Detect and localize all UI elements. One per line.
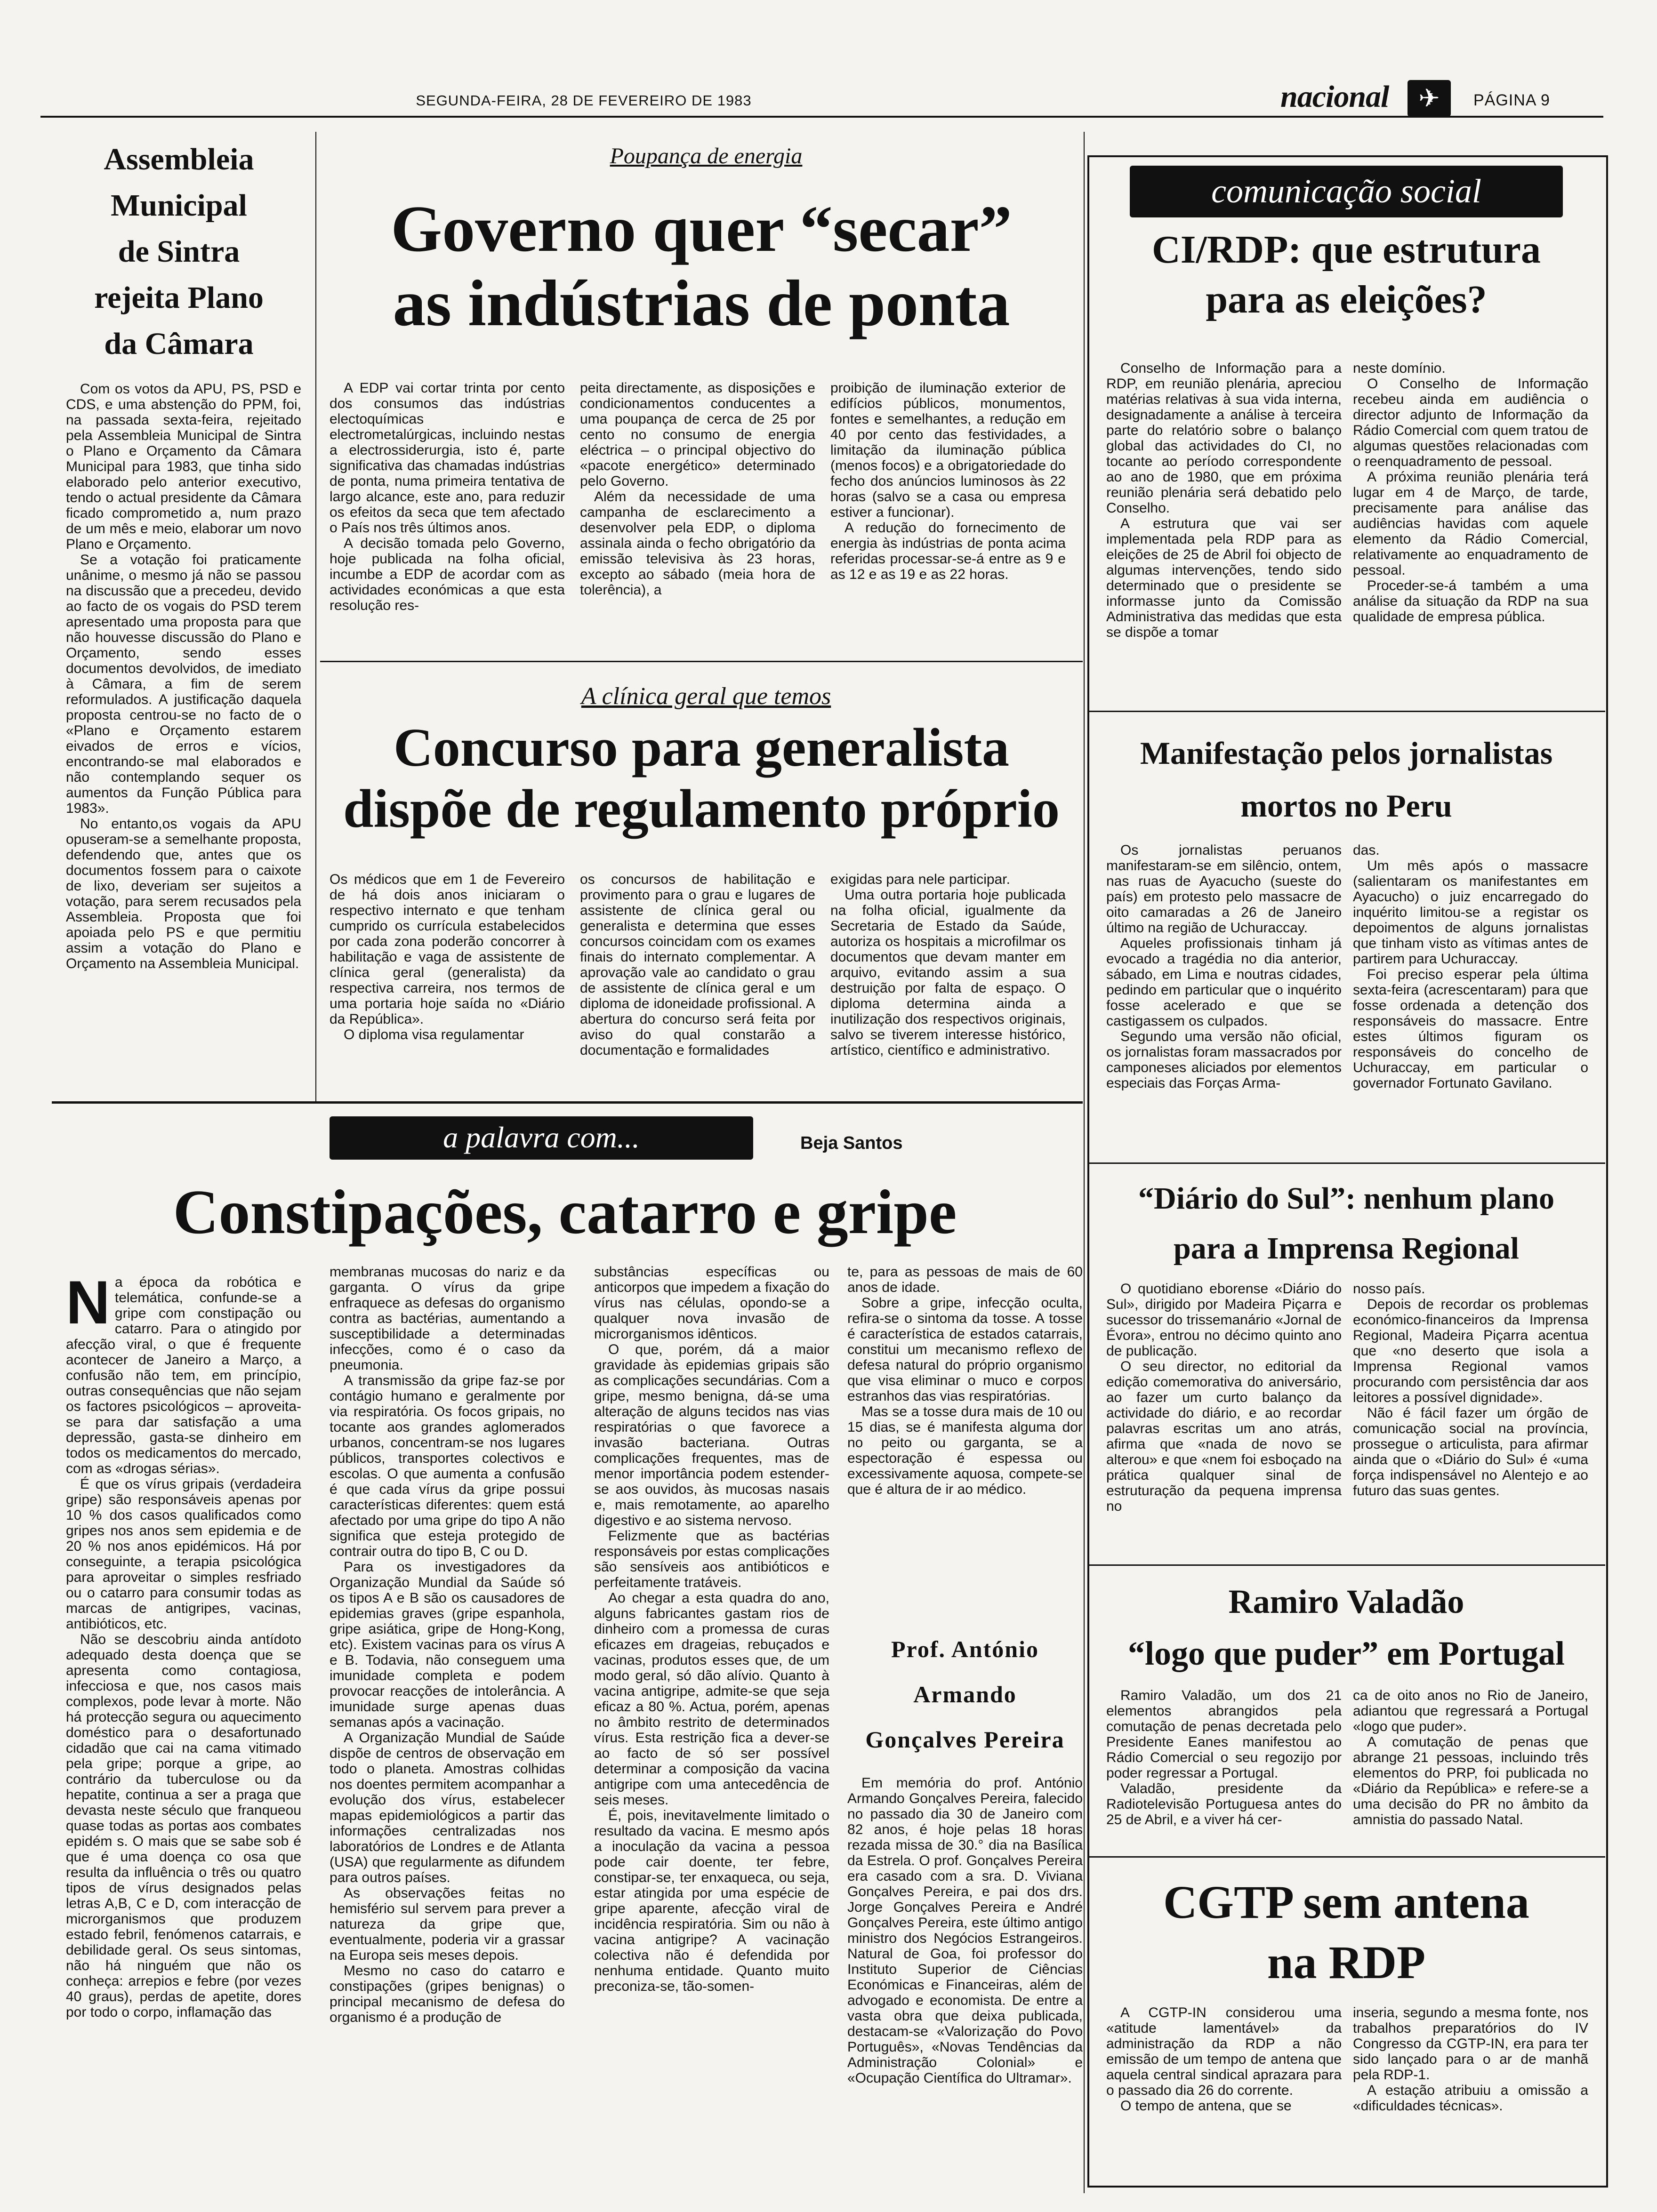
palavra-headline: Constipações, catarro e gripe [173,1177,957,1247]
brand-emblem-icon: ✈ [1408,80,1451,117]
valadao-col-2: ca de oito anos no Rio de Janeiro, adiantou que regressará a Portugal «logo que puder». A comutação de penas que abrange 21 pessoas, incluindo três elementos do PRP, foi publicada no «Diário da República» e refere-se a uma decisão do PR no âmbito da amnistia do passado Natal. [1353,1688,1588,1827]
sidebar-rule [1087,711,1605,712]
brand-logo: nacional [1280,80,1389,114]
section-rule-heavy [52,1101,1083,1104]
sintra-body: Com os votos da APU, PS, PSD e CDS, e uma abstenção do PPM, foi, na passada sexta-feira, rejeitado pela Assembleia Municipal de Sintra o Plano e Orçamento da Câmara Municipal para 1983, que tinha sido elaborado pelo anterior executivo, tendo o actual presidente da Câmara ficado comprometido a, num prazo de um mês e meio, elaborar um novo Plano e Orçamento. Se a votação foi praticamente unânime, o mesmo já não se passou na discussão que a precedeu, devido ao facto de os vogais do PSD terem apresentado uma proposta para que não houvesse discussão do Plano e Orçamento, sendo esses documentos devolvidos, de imediato à Câmara, a fim de serem reformulados. A justificação daquela proposta centrou-se no facto de o «Plano e Orçamento estarem eivados de erros e vícios, encontrando-se mal elaborados e não contemplando sequer os aumentos da Função Pública para 1983». No entanto,os vogais da APU opuseram-se a semelhante proposta, defendendo que, antes que os documentos fossem para o caixote de lixo, deveriam ser sujeitos a votação, para serem recusados pela Assembleia. Proposta que foi apoiada pelo PS e que permitiu assim a votação do Plano e Orçamento na Assembleia Municipal. [66,381,301,971]
palavra-author: Beja Santos [800,1133,903,1153]
energia-col-1: A EDP vai cortar trinta por cento dos consumos das indústrias electoquímicas e electrometalúrgicas, incluindo nestas a electrossiderurgia, isto é, parte significativa das chamadas indústrias de ponta, numa primeira tentativa de largo alcance, este ano, para reduzir os efeitos da seca que tem afectado o País nos três últimos anos. A decisão tomada pelo Governo, hoje publicada na folha oficial, incumbe a EDP de acordar com as actividades económicas a que esta resolução res- [330,380,565,613]
valadao-headline: Ramiro Valadão “logo que puder” em Portugal [1128,1583,1565,1672]
sidebar-rule [1087,1162,1605,1164]
concurso-col-2: os concursos de habilitação e provimento para o grau e lugares de assistente de clínica geral ou generalista e determina que esses concursos coincidam com os exames finais do internato complementar. A aprovação vale ao candidato o grau de assistente de clínica geral e um diploma de idoneidade profissional. A abertura do concurso será feita por aviso do qual constarão a documentação e formalidades [580,872,815,1058]
palavra-banner: a palavra com... [330,1116,753,1160]
sidebar-rule [1087,1564,1605,1566]
peru-col-2: das. Um mês após o massacre (salientaram os manifestantes em Ayacucho) o juiz encarregado do inquérito limitou-se a registar os depoimentos de alguns jornalistas que tinham visto as vítimas antes de partirem para Uchuraccay. Foi preciso esperar pela última sexta-feira (acrescentaram) para que fosse ordenada a detenção dos responsáveis do massacre. Entre estes últimos figuram os responsáveis do concelho de Uchuraccay, em particular o governador Fortunato Gavilano. [1353,842,1588,1091]
concurso-col-3: exigidas para nele participar. Uma outra portaria hoje publicada na folha oficial, igualmente da Secretaria de Estado da Saúde, autoriza os hospitais a microfilmar os documentos que devam manter em arquivo, evitando assim a sua destruição por falta de espaço. O diploma determina ainda a inutilização dos respectivos originais, salvo se tiverem interesse histórico, artístico, científico e administrativo. [830,872,1066,1058]
valadao-col-1: Ramiro Valadão, um dos 21 elementos abrangidos pela comutação de penas decretada pelo Presidente Eanes manifestou ao Rádio Comercial o seu regozijo por poder regressar a Portugal. Valadão, presidente da Radiotelevisão Portuguesa antes do 25 de Abril, e a viver há cer- [1106,1688,1342,1827]
header-rule [40,116,1603,118]
concurso-kicker: A clínica geral que temos [581,683,831,710]
concurso-col-1: Os médicos que em 1 de Fevereiro de há dois anos iniciaram o respectivo internato e que tenham cumprido os currícula estabelecidos por cada zona poderão concorrer à habilitação e vaga de assistente de clínica geral (generalista) da respectiva carreira, nos termos de uma portaria hoje saída no «Diário da República». O diploma visa regulamentar [330,872,565,1042]
right-column-divider [1084,132,1085,2193]
concurso-headline: Concurso para generalista dispõe de regulamento próprio [343,718,1060,839]
peru-col-1: Os jornalistas peruanos manifestaram-se em silêncio, ontem, nas ruas de Ayacucho (sueste do país) em protesto pelo massacre de oito camaradas a 26 de Janeiro último na região de Uchuraccay. Aqueles profissionais tinham já evocado a tragédia no dia anterior, sábado, em Lima e noutras cidades, pedindo em particular que o inquérito fosse acelerado e que se castigassem os culpados. Segundo uma versão não oficial, os jornalistas foram massacrados por camponeses aliciados por elementos especiais das Forças Arma- [1106,842,1342,1091]
palavra-col-2: membranas mucosas do nariz e da garganta. O vírus da gripe enfraquece as defesas do organismo contra as bactérias, aumentando a susceptibilidade a determinadas infecções, como é o caso da pneumonia. A transmissão da gripe faz-se por contágio humano e geralmente por via respiratória. Os focos gripais, no tocante aos grandes aglomerados urbanos, concentram-se nos lugares públicos, transportes colectivos e escolas. O que aumenta a confusão é que cada vírus da gripe possui características diferentes: quem está afectado por uma gripe do tipo A não significa que esteja protegido de contrair outra do tipo B, C ou D. Para os investigadores da Organização Mundial da Saúde só os tipos A e B são os causadores de epidemias graves (gripe espanhola, gripe asiática, gripe de Hong-Kong, etc). Existem vacinas para os vírus A e B. Todavia, não conseguem uma imunidade completa e podem provocar reacções de intolerância. A imunidade surge apenas duas semanas após a vacinação. A Organização Mundial de Saúde dispõe de centros de observação em todo o planeta. Amostras colhidas nos doentes permitem acompanhar a evolução dos vírus, estabelecer mapas epidemiológicos a partir das informações centralizadas nos laboratórios de Londres e de Atlanta (USA) que regularmente as difundem para outros países. As observações feitas no hemisfério sul servem para prever a natureza da gripe que, eventualmente, poderia vir a grassar na Europa seis meses depois. Mesmo no caso do catarro e constipações (gripes benignas) o principal mecanismo de defesa do organismo é a produção de [330,1264,565,2025]
palavra-col-4: te, para as pessoas de mais de 60 anos de idade. Sobre a gripe, infecção oculta, refira-se o sintoma da tosse. A tosse é característica de estados catarrais, constitui um mecanismo reflexo de defesa natural do próprio organismo que visa eliminar o muco e corpos estranhos das vias respiratórias. Mas se a tosse dura mais de 10 ou 15 dias, se é manifesta alguma dor no peito ou garganta, se a espectoração é espessa ou excessivamente aquosa, compete-se que é altura de ir ao médico. [847,1264,1083,1497]
professor-body: Em memória do prof. António Armando Gonçalves Pereira, falecido no passado dia 30 de Janeiro com 82 anos, é hoje pelas 18 horas rezada missa de 30.° dia na Basílica da Estrela. O prof. Gonçalves Pereira era casado com a sra. D. Viviana Gonçalves Pereira, e pai dos drs. Jorge Gonçalves Pereira e André Gonçalves Pereira, este último antigo ministro dos Negócios Estrangeiros. Natural de Goa, foi professor do Instituto Superior de Ciências Económicas e Financeiras, além de advogado e economista. De entre a vasta obra que deixa publicada, destacam-se «Valorização do Povo Português», «Novas Tendências da Administração Colonial» e «Ocupação Científica do Ultramar». [847,1775,1083,2086]
cgtp-col-2: inseria, segundo a mesma fonte, nos trabalhos preparatórios do IV Congresso da CGTP-IN, era para ter sido lançado para o ar de manhã pela RDP-1. A estação atribuiu a omissão a «dificuldades técnicas». [1353,2005,1588,2114]
comunicacao-headline: CI/RDP: que estrutura para as eleições? [1152,228,1541,321]
page-number: PÁGINA 9 [1473,91,1550,109]
diario-sul-headline: “Diário do Sul”: nenhum plano para a Imprensa Regional [1138,1181,1554,1266]
energia-headline: Governo quer “secar” as indústrias de ponta [391,192,1012,340]
energia-col-2: peita directamente, as disposições e condicionamentos conducentes a uma poupança de cerca de 25 por cento no consumo de energia eléctrica – o principal objectivo do «pacote energético» determinado pelo Governo. Além da necessidade de uma campanha de esclarecimento a desenvolver pela EDP, o diploma assinala ainda o fecho obrigatório da emissão televisiva às 23 horas, excepto ao sábado (meia hora de tolerência), a [580,380,815,598]
energia-col-3: proibição de iluminação exterior de edifícios públicos, monumentos, fontes e semelhantes, a redução em 40 por cento das festividades, a limitação da iluminação pública (menos focos) e a obrigatoriedade do fecho dos anúncios luminosos às 22 horas (salvo se a casa ou empresa estiver a funcionar). A redução do fornecimento de energia às indústrias de ponta acima referidas processar-se-á entre as 9 e as 12 e as 19 e as 22 horas. [830,380,1066,582]
cgtp-headline: CGTP sem antena na RDP [1163,1876,1529,1988]
cgtp-col-1: A CGTP-IN considerou uma «atitude lamentável» da administração da RDP a não emissão de um tempo de antena que aquela central sindical aprazara para o passado dia 26 do corrente. O tempo de antena, que se [1106,2005,1342,2114]
column-divider [315,132,316,1101]
palavra-col-3: substâncias específicas ou anticorpos que impedem a fixação do vírus nas células, opondo-se a qualquer nova invasão de microrganismos idênticos. O que, porém, dá a maior gravidade às epidemias gripais são as complicações secundárias. Com a gripe, mesmo benigna, dá-se uma alteração de alguns tecidos nas vias respiratórias o que favorece a invasão bacteriana. Outras complicações frequentes, mas de menor importância podem estender-se aos ouvidos, às mucosas nasais e, mais remotamente, ao aparelho digestivo e ao sistema nervoso. Felizmente que as bactérias responsáveis por estas complicações são sensíveis aos antibióticos e perfeitamente tratáveis. Ao chegar a esta quadra do ano, alguns fabricantes gastam rios de dinheiro com a promessa de curas eficazes em drageias, rebuçados e vacinas, produtos esses que, de um modo geral, só dão alívio. Quanto à vacina antigripe, admite-se que seja eficaz a 80 %. Actua, porém, apenas no âmbito restrito de determinados vírus. Esta restrição fica a dever-se ao facto de só ser possível determinar a composição da vacina antigripe com uma antecedência de seis meses. É, pois, inevitavelmente limitado o resultado da vacina. E mesmo após a inoculação da vacina a pessoa pode cair doente, ter febre, constipar-se, ter enxaqueca, ou seja, estar atingida por uma espécie de gripe aparente, afecção viral de incidência respiratória. Sim ou não à vacina antigripe? A vacinação colectiva não é defendida por nenhuma entidade. Quanto muito preconiza-se, tão-somen- [594,1264,829,1994]
diario-sul-col-2: nosso país. Depois de recordar os problemas económico-financeiros da Imprensa Regional, Madeira Piçarra acentua que «no deserto que isola a Imprensa Regional vamos procurando com persistência dar aos leitores a possível dignidade». Não é fácil fazer um órgão de comunicação social na província, prossegue o articulista, para afirmar ainda que o «Diário do Sul» é «uma força indispensável no Alentejo e ao futuro das suas gentes. [1353,1281,1588,1499]
dropcap: N [66,1268,110,1337]
comunicacao-banner: comunicação social [1130,166,1563,217]
energia-kicker: Poupança de energia [610,144,803,168]
peru-headline: Manifestação pelos jornalistas mortos no Peru [1140,735,1553,824]
palavra-col-1: Na época da robótica e telemática, confunde-se a gripe com constipação ou catarro. Para o atingido por afecção viral, o que é frequente acontecer de Janeiro a Março, a confusão não tem, em princípio, outras consequências que não sejam os factores psicológicos – aproveita-se para dar satisfação a uma depressão, gasta-se dinheiro em todos os medicamentos do mercado, com as «drogas sérias». É que os vírus gripais (verdadeira gripe) são responsáveis apenas por 10 % dos casos qualificados como gripes nos anos sem epidemia e de 20 % nos anos epidémicos. Há por conseguinte, a terapia psicológica para aproveitar o simples resfriado ou o catarro para consumir todas as marcas de antigripes, vacinas, antibióticos, etc. Não se descobriu ainda antídoto adequado desta doença que se apresenta como contagiosa, infecciosa e que, nos casos mais complexos, pode levar à morte. Não há protecção segura ou aquecimento doméstico para o desafortunado cidadão que cai na cama vitimado pela gripe; porque a gripe, ao contrário da tuberculose ou da hepatite, continua a ser a praga que devasta neste século que franqueou quase todas as portas aos combates epidém s. O mais que se sabe sob é que é uma doença co osa que resulta da influência o três ou quatro tipos de vírus designados pelas letras A,B, C e D, com interacção de microrganismos que produzem estado febril, fenómenos catarrais, e debilidade geral. Os seus sintomas, não há ninguém que não os conheça: arrepios e febre (por vezes 40 graus), perdas de apetite, dores por todo o corpo, inflamação das [66,1268,301,2020]
page-date: SEGUNDA-FEIRA, 28 DE FEVEREIRO DE 1983 [416,92,752,109]
section-rule [320,661,1083,662]
sidebar-rule [1087,1856,1605,1858]
comunicacao-col-2: neste domínio. O Conselho de Informação recebeu ainda em audiência o director adjunto de Informação da Rádio Comercial com quem tratou de algumas questões relacionadas com o reenquadramento de pessoal. A próxima reunião plenária terá lugar em 4 de Março, de tarde, precisamente para análise das audiências havidas com aquele elemento da Rádio Comercial, relativamente ao enquadramento de pessoal. Proceder-se-á também a uma análise da situação da RDP na sua qualidade de empresa pública. [1353,361,1588,625]
sintra-headline: Assembleia Municipal de Sintra rejeita Plano da Câmara [94,142,264,361]
diario-sul-col-1: O quotidiano eborense «Diário do Sul», dirigido por Madeira Piçarra e sucessor do trissemanário «Jornal de Évora», entrou no décimo quinto ano de publicação. O seu director, no editorial da edição comemorativa do aniversário, ao fazer um curto balanço da actividade do diário, e ao recordar palavras escritas um ano atrás, afirma que «nada de novo se alterou» e que «nem foi esboçado na prática qualquer sinal de estruturação da pequena imprensa no [1106,1281,1342,1514]
comunicacao-col-1: Conselho de Informação para a RDP, em reunião plenária, apreciou matérias relativas à sua vida interna, designadamente a análise à terceira parte do relatório sobre o balanço global das actividades do CI, no tocante ao período correspondente ao ano de 1980, que em próxima reunião plenária será debatido pelo Conselho. A estrutura que vai ser implementada pela RDP para as eleições de 25 de Abril foi objecto de algumas intervenções, tendo sido determinado que o presidente se informasse junto da Comissão Administrativa das medidas que esta se dispõe a tomar [1106,361,1342,640]
professor-headline: Prof. António Armando Gonçalves Pereira [865,1636,1065,1753]
